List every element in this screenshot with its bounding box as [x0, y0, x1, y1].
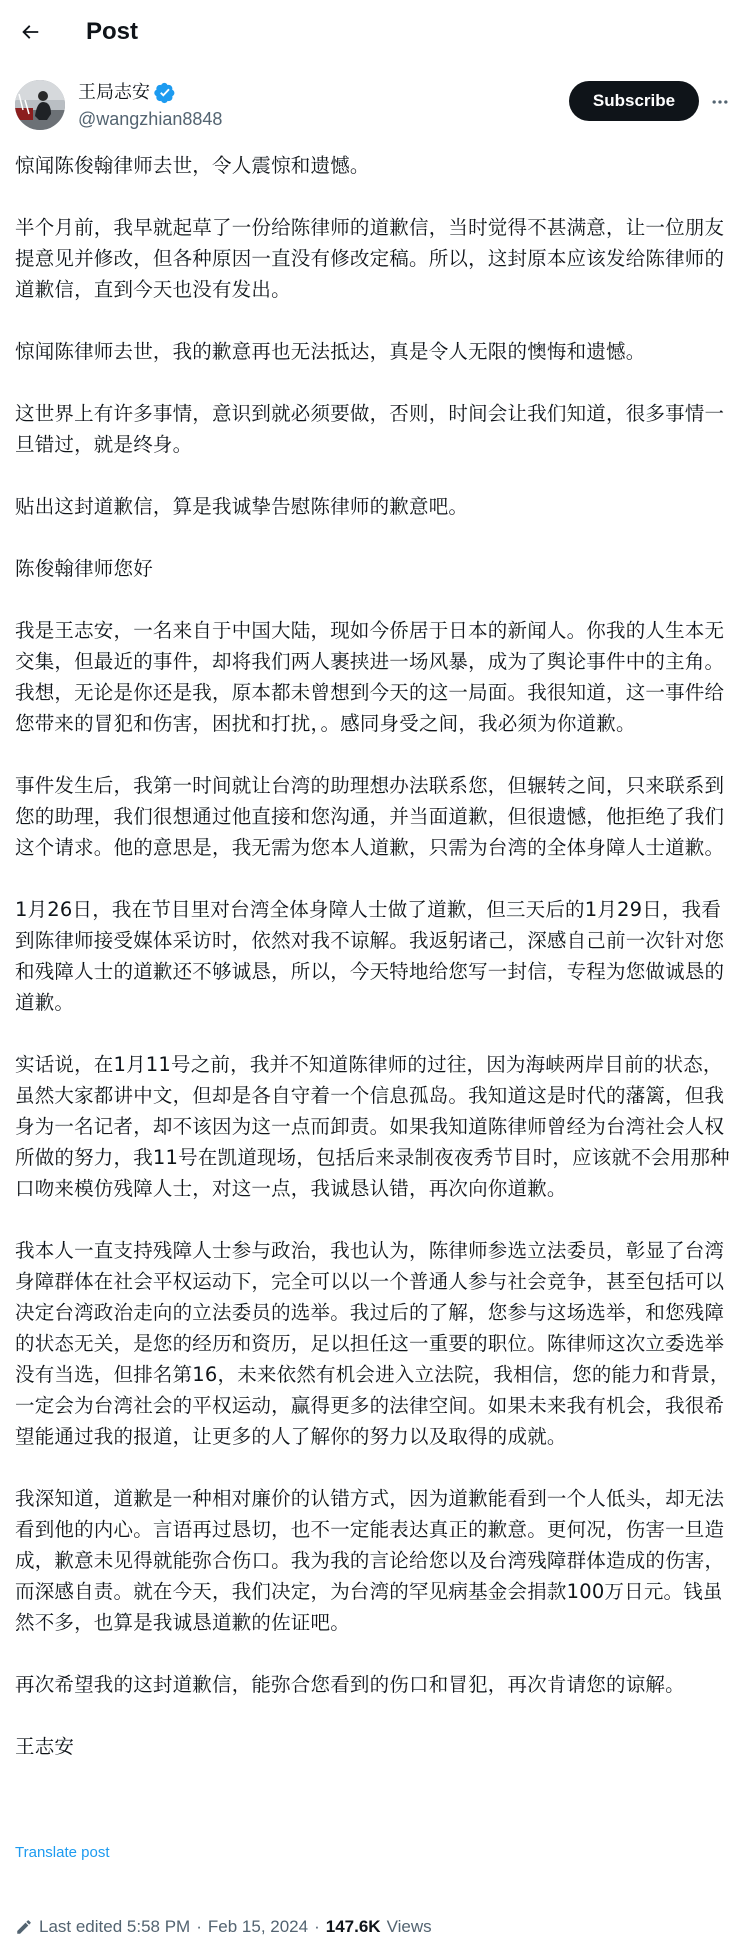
- post-text: [15, 150, 735, 1762]
- back-button[interactable]: [12, 14, 48, 50]
- views-count: 147.6K: [325, 1917, 381, 1936]
- last-edited-label[interactable]: Last edited 5:58 PM: [39, 1917, 191, 1936]
- subscribe-button[interactable]: Subscribe: [569, 81, 699, 121]
- post-date[interactable]: Feb 15, 2024: [207, 1917, 309, 1936]
- name-row: [78, 81, 176, 105]
- post-paragraph: 实话说，在1月11号之前，我并不知道陈律师的过往，因为海峡两岸目前的状态，虽然大家都讲中文，但却是各自守着一个信息孤岛。我知道这是时代的藩篱，但我身为一名记者，却不该因为这一点而卸责。如果我知道陈律师曾经为台湾社会人权所做的努力，我11号在凯道现场，包括后来录制夜夜秀节目时，应该就不会用那种口吻来模仿残障人士，对这一点，我诚恳认错，再次向你道歉。: [15, 1053, 730, 1200]
- post-paragraph: 我深知道，道歉是一种相对廉价的认错方式，因为道歉能看到一个人低头，却无法看到他的内心。言语再过恳切，也不一定能表达真正的歉意。更何况，伤害一旦造成，歉意未见得就能弥合伤口。我为我的言论给您以及台湾残障群体造成的伤害，而深感自责。就在今天，我们决定，为台湾的罕见病基金会捐款100万日元。钱虽然不多，也算是我诚恳道歉的佐证吧。: [15, 1487, 725, 1634]
- pencil-icon: [15, 1918, 33, 1936]
- top-bar: [0, 0, 750, 64]
- post-paragraph: 我本人一直支持残障人士参与政治，我也认为，陈律师参选立法委员，彰显了台湾身障群体在社会平权运动下，完全可以以一个普通人参与社会竞争，甚至包括可以决定台湾政治走向的立法委员的选举。我过后的了解，您参与这场选举，和您残障的状态无关，是您的经历和资历，足以担任这一重要的职位。陈律师这次立委选举没有当选，但排名第16，未来依然有机会进入立法院，我相信，您的能力和背景，一定会为台湾社会的平权运动，赢得更多的法律空间。如果未来我有机会，我很希望能通过我的报道，让更多的人了解你的努力以及取得的成就。: [15, 1239, 730, 1448]
- avatar-photo-icon: [15, 80, 65, 130]
- post-paragraph: 这世界上有许多事情，意识到就必须要做，否则，时间会让我们知道，很多事情一旦错过，就是终身。: [15, 402, 725, 456]
- separator: ·: [196, 1917, 202, 1936]
- post-paragraph: 惊闻陈律师去世，我的歉意再也无法抵达，真是令人无限的懊悔和遗憾。: [15, 340, 646, 363]
- post-paragraph: 半个月前，我早就起草了一份给陈律师的道歉信，当时觉得不甚满意，让一位朋友提意见并修改，但各种原因一直没有修改定稿。所以，这封原本应该发给陈律师的道歉信，直到今天也没有发出。: [15, 216, 725, 301]
- avatar[interactable]: [15, 80, 65, 130]
- post-paragraph: 惊闻陈俊翰律师去世，令人震惊和遗憾。: [15, 154, 370, 177]
- ellipsis-icon: [710, 92, 730, 112]
- translate-post-link[interactable]: Translate post: [15, 1844, 110, 1861]
- display-name[interactable]: 王局志安: [78, 82, 150, 103]
- page-title: Post: [86, 18, 139, 45]
- post-paragraph: 我是王志安，一名来自于中国大陆，现如今侨居于日本的新闻人。你我的人生本无交集，但最近的事件，却将我们两人裹挟进一场风暴，成为了舆论事件中的主角。我想，无论是你还是我，原本都未曾想到今天的这一局面。我很知道，这一事件给您带来的冒犯和伤害，困扰和打扰，。感同身受之间，我必须为你道歉。: [15, 619, 725, 735]
- post-paragraph: 事件发生后，我第一时间就让台湾的助理想办法联系您，但辗转之间，只来联系到您的助理，我们很想通过他直接和您沟通，并当面道歉，但很遗憾，他拒绝了我们这个请求。他的意思是，我无需为您本人道歉，只需为台湾的全体身障人士道歉。: [15, 774, 725, 859]
- views-label: Views: [386, 1917, 432, 1936]
- post-paragraph: 贴出这封道歉信，算是我诚挚告慰陈律师的歉意吧。: [15, 495, 469, 518]
- user-handle[interactable]: @wangzhian8848: [78, 109, 223, 129]
- post-paragraph: 再次希望我的这封道歉信，能弥合您看到的伤口和冒犯，再次肯请您的谅解。: [15, 1673, 685, 1696]
- verified-badge-icon[interactable]: [154, 82, 176, 104]
- more-options-button[interactable]: [704, 86, 736, 118]
- letter-salutation: 陈俊翰律师您好: [15, 557, 153, 580]
- letter-signature: 王志安: [15, 1735, 75, 1758]
- post-metadata: [15, 1916, 432, 1938]
- post-paragraph: 1月26日，我在节目里对台湾全体身障人士做了道歉，但三天后的1月29日，我看到陈律师接受媒体采访时，依然对我不谅解。我返躬诸己，深感自己前一次针对您和残障人士的道歉还不够诚恳，所以，今天特地给您写一封信，专程为您做诚恳的道歉。: [15, 898, 725, 1014]
- post-author: [0, 76, 750, 136]
- separator: ·: [314, 1917, 320, 1936]
- arrow-left-icon: [19, 21, 41, 43]
